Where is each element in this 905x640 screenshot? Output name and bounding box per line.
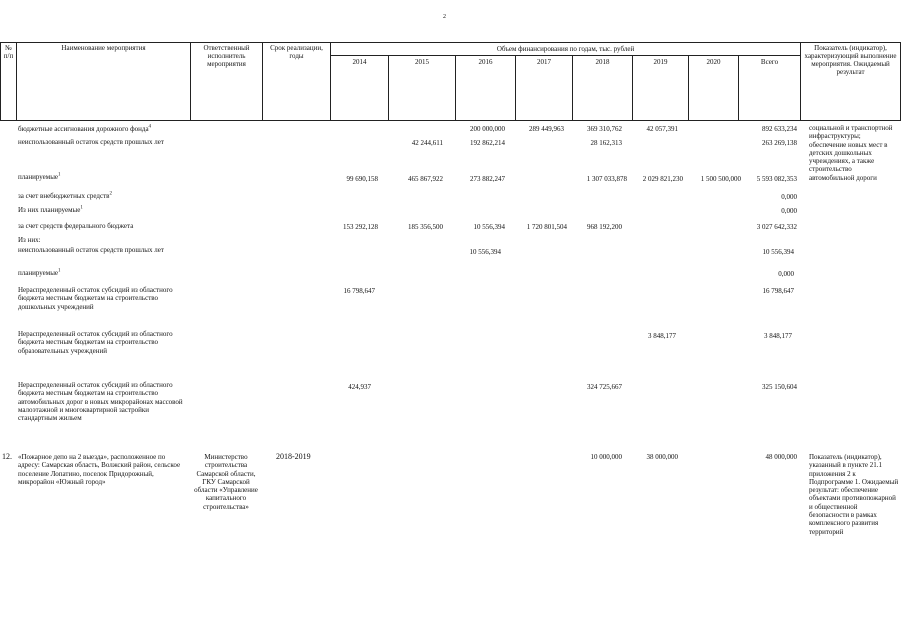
row-label: планируемые$^1$ xyxy=(18,172,61,181)
table-cell: 324 725,667 xyxy=(587,383,622,391)
item12-period: 2018-2019 xyxy=(276,452,311,461)
table-cell: 325 150,604 xyxy=(762,383,797,391)
table-cell: 10 556,394 xyxy=(762,248,794,256)
table-cell: 1 720 801,504 xyxy=(526,223,567,231)
header-indicator: Показатель (индикатор), характеризующий выполнение мероприятия. Ожидаемый результат xyxy=(804,44,897,76)
row-label: Нераспределенный остаток субсидий из областного бюджета местным бюджетам на строительство дошкольных учреждений xyxy=(18,286,173,311)
row-label: бюджетные ассигнования дорожного фонда$^4$ xyxy=(18,124,152,133)
table-cell: 3 027 642,332 xyxy=(756,223,797,231)
row-label: Из них: xyxy=(18,236,41,244)
table-cell: 16 798,647 xyxy=(343,287,375,295)
table-cell: 968 192,200 xyxy=(587,223,622,231)
header-year-2019: 2019 xyxy=(653,58,668,66)
header-funding: Объем финансирования по годам, тыс. рублей xyxy=(496,45,635,53)
table-cell: 99 690,158 xyxy=(346,175,378,183)
indicator-text: социальной и транспортной инфраструктуры; обеспечение новых мест в детских дошкольных учреждениях, а также строительство автомобильной дороги xyxy=(809,124,893,182)
row-label: за счет внебюджетных средств$^2$ xyxy=(18,191,112,200)
col-divider xyxy=(330,42,331,121)
table-cell: 185 356,500 xyxy=(408,223,443,231)
header-year-2016: 2016 xyxy=(478,58,493,66)
table-cell: 289 449,963 xyxy=(529,125,564,133)
item12-number: 12. xyxy=(2,452,12,461)
col-divider xyxy=(16,42,17,121)
header-year-2014: 2014 xyxy=(352,58,367,66)
row-label: за счет средств федерального бюджета xyxy=(18,222,134,230)
header-year-2015: 2015 xyxy=(415,58,429,66)
table-cell: 2 029 821,230 xyxy=(642,175,683,183)
header-executor: Ответственный исполнитель мероприятия xyxy=(203,44,250,68)
table-cell: 1 307 033,878 xyxy=(586,175,627,183)
table-cell: 10 556,394 xyxy=(469,248,501,256)
header-year-2017: 2017 xyxy=(537,58,551,66)
item12-name: «Пожарное депо на 2 выезда», расположенное по адресу: Самарская область, Волжский район, сельское поселение Лопатино, поселок Придорожный, микрорайон «Южный город» xyxy=(18,453,181,486)
table-cell: 273 882,247 xyxy=(470,175,505,183)
table-cell: 3 848,177 xyxy=(764,332,792,340)
header-year-2018: 2018 xyxy=(595,58,610,66)
row-label: неиспользованный остаток средств прошлых лет xyxy=(18,246,164,254)
table-cell: 263 269,138 xyxy=(762,139,797,147)
item12-indicator: Показатель (индикатор), указанный в пункте 21.1 приложения 2 к Подпрограмме 1. Ожидаемый результат: обеспечение объектами противопожарной и общественной безопасности в рамках комплексного развития территорий xyxy=(809,453,899,536)
table-cell: 38 000,000 xyxy=(646,453,678,461)
table-cell: 42 244,611 xyxy=(411,139,443,147)
table-cell: 10 556,394 xyxy=(473,223,505,231)
header-total: Всего xyxy=(760,58,779,66)
table-cell: 192 862,214 xyxy=(470,139,505,147)
table-cell: 5 593 082,353 xyxy=(756,175,797,183)
header-num: № п/п xyxy=(3,44,14,60)
table-cell: 424,937 xyxy=(348,383,371,391)
col-divider xyxy=(900,42,901,121)
row-label: Нераспределенный остаток субсидий из областного бюджета местным бюджетам на строительство образовательных учреждений xyxy=(18,330,173,355)
table-cell: 200 000,000 xyxy=(470,125,505,133)
table-cell: 16 798,647 xyxy=(762,287,794,295)
table-cell: 369 310,762 xyxy=(587,125,622,133)
row-label: неиспользованный остаток средств прошлых лет xyxy=(18,138,164,146)
table-cell: 28 162,313 xyxy=(590,139,622,147)
table-cell: 48 000,000 xyxy=(765,453,797,461)
row-label: планируемые$^1$ xyxy=(18,268,61,277)
row-label: Из них планируемые$^1$ xyxy=(18,205,83,214)
table-cell: 0,000 xyxy=(781,193,797,201)
header-bottom-border xyxy=(0,120,900,121)
page-number: 2 xyxy=(443,14,446,20)
table-top-border xyxy=(0,42,900,43)
table-cell: 892 633,234 xyxy=(762,125,797,133)
table-cell: 153 292,128 xyxy=(343,223,378,231)
table-cell: 0,000 xyxy=(778,270,794,278)
table-cell: 1 500 500,000 xyxy=(700,175,741,183)
table-cell: 42 057,391 xyxy=(646,125,678,133)
table-cell: 3 848,177 xyxy=(648,332,676,340)
header-name: Наименование мероприятия xyxy=(61,44,146,52)
header-period: Срок реализации, годы xyxy=(270,44,323,60)
table-cell: 0,000 xyxy=(781,207,797,215)
item12-executor: Министерство строительства Самарской области, ГКУ Самарской области «Управление капитального строительства» xyxy=(194,453,258,511)
row-label: Нераспределенный остаток субсидий из областного бюджета местным бюджетам на строительство автомобильных дорог в новых микрорайонах массовой малоэтажной и многоквартирной застройки стандартным жильем xyxy=(18,381,183,423)
table-cell: 465 867,922 xyxy=(408,175,443,183)
years-row-border xyxy=(330,55,800,56)
table-cell: 10 000,000 xyxy=(590,453,622,461)
header-year-2020: 2020 xyxy=(706,58,721,66)
